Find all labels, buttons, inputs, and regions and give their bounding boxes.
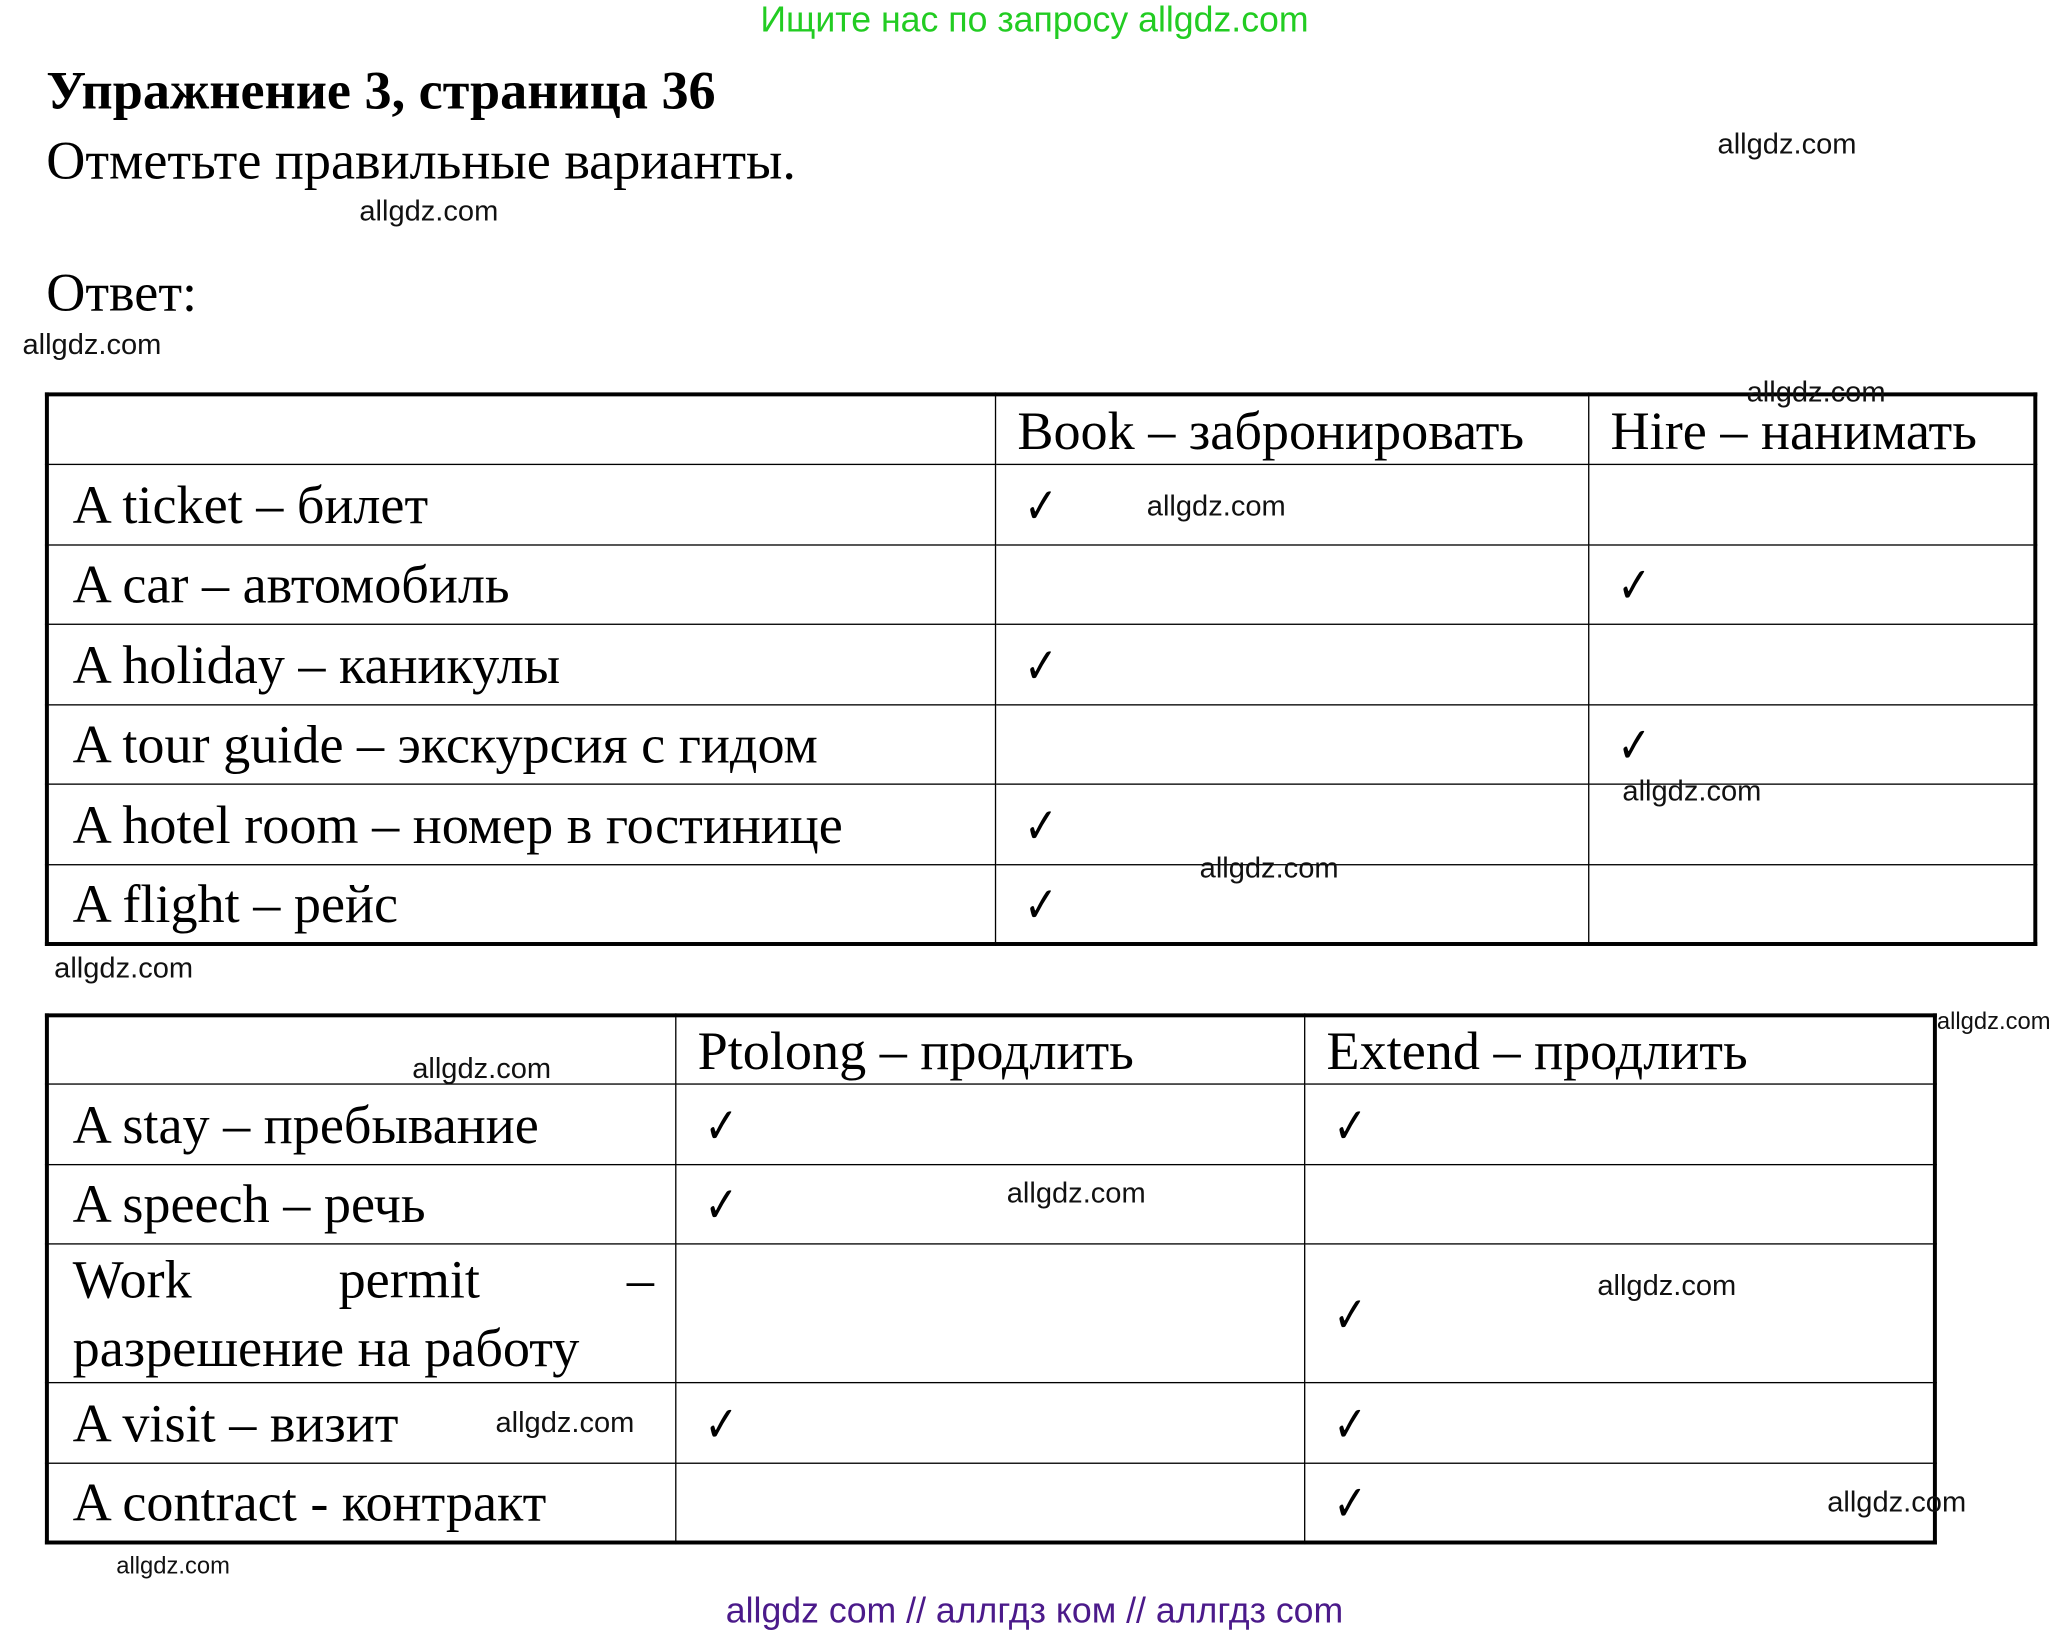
check-cell-book <box>996 624 1589 704</box>
table-row <box>47 1383 1935 1463</box>
table-row <box>47 1164 1935 1244</box>
row-label: A stay – пребывание <box>47 1084 676 1164</box>
column-header: Ptolong – продлить <box>676 1015 1305 1084</box>
row-label: A ticket – билет <box>47 464 996 544</box>
column-header: Extend – продлить <box>1305 1015 1935 1084</box>
watermark: allgdz.com <box>412 1051 552 1085</box>
checkmark-icon: ✓ <box>704 1176 739 1235</box>
row-label: A visit – визит <box>47 1383 676 1463</box>
checkmark-icon: ✓ <box>1024 796 1058 855</box>
table-header-row <box>47 394 2035 464</box>
answer-table-book-hire <box>45 392 2037 946</box>
row-label: A tour guide – экскурсия с гидом <box>47 704 996 784</box>
checkmark-icon: ✓ <box>1024 875 1058 934</box>
watermark: allgdz.com <box>22 327 162 361</box>
check-cell-hire <box>1589 704 2036 784</box>
answer-label: Ответ: <box>46 261 198 323</box>
row-label: A holiday – каникулы <box>47 624 996 704</box>
row-label: Work permit – разрешение на работу <box>47 1244 676 1383</box>
watermark: allgdz.com <box>1827 1485 1967 1519</box>
checkmark-icon: ✓ <box>1333 1096 1367 1155</box>
checkmark-icon: ✓ <box>1024 636 1058 695</box>
column-header: Book – забронировать <box>996 394 1589 464</box>
checkmark-icon: ✓ <box>1617 556 1652 615</box>
watermark: allgdz.com <box>1746 375 1886 409</box>
checkmark-icon: ✓ <box>1024 476 1058 535</box>
watermark: allgdz.com <box>1622 774 1762 808</box>
row-label: A flight – рейс <box>47 864 996 944</box>
checkmark-icon: ✓ <box>704 1096 739 1155</box>
check-cell-book <box>996 464 1589 544</box>
checkmark-icon: ✓ <box>1333 1394 1367 1453</box>
table-row <box>47 1463 1935 1543</box>
watermark: allgdz.com <box>1199 850 1339 884</box>
column-header <box>47 394 996 464</box>
check-cell-hire <box>1589 544 2036 624</box>
check-cell-hire <box>1589 864 2036 944</box>
check-cell-prolong <box>676 1383 1305 1463</box>
watermark: allgdz.com <box>1146 488 1286 522</box>
check-cell-prolong <box>676 1084 1305 1164</box>
check-cell-book <box>996 544 1589 624</box>
watermark: allgdz.com <box>1936 1008 2051 1035</box>
watermark: allgdz.com <box>54 951 194 985</box>
check-cell-book <box>996 704 1589 784</box>
table-row <box>47 1084 1935 1164</box>
checkmark-icon: ✓ <box>1333 1285 1367 1344</box>
watermark: allgdz.com <box>359 194 499 228</box>
row-label: A car – автомобиль <box>47 544 996 624</box>
row-label: A speech – речь <box>47 1164 676 1244</box>
watermark: allgdz.com <box>495 1405 635 1439</box>
checkmark-icon: ✓ <box>1617 716 1652 775</box>
check-cell-extend <box>1305 1164 1935 1244</box>
check-cell-prolong <box>676 1244 1305 1383</box>
table-row <box>47 864 2035 944</box>
check-cell-hire <box>1589 464 2036 544</box>
top-banner: Ищите нас по запросу allgdz.com <box>760 0 1309 40</box>
footer-links: allgdz com // аллгдз ком // аллгдз com <box>725 1590 1344 1631</box>
check-cell-extend <box>1305 1383 1935 1463</box>
table-row <box>47 1244 1935 1383</box>
table-row <box>47 624 2035 704</box>
watermark: allgdz.com <box>1597 1268 1737 1302</box>
check-cell-prolong <box>676 1164 1305 1244</box>
page-title: Упражнение 3, страница 36 <box>46 59 716 121</box>
task-text: Отметьте правильные варианты. <box>46 129 796 191</box>
table-row <box>47 464 2035 544</box>
table-row <box>47 704 2035 784</box>
check-cell-extend <box>1305 1244 1935 1383</box>
row-label: A hotel room – номер в гостинице <box>47 784 996 864</box>
column-header: Hire – нанимать <box>1589 394 2036 464</box>
check-cell-extend <box>1305 1084 1935 1164</box>
column-header <box>47 1015 676 1084</box>
row-label: A contract - контракт <box>47 1463 676 1543</box>
table-row <box>47 544 2035 624</box>
table-header-row <box>47 1015 1935 1084</box>
check-cell-prolong <box>676 1463 1305 1543</box>
watermark: allgdz.com <box>1717 126 1857 160</box>
watermark: allgdz.com <box>116 1552 230 1579</box>
checkmark-icon: ✓ <box>1333 1474 1367 1533</box>
checkmark-icon: ✓ <box>704 1394 739 1453</box>
watermark: allgdz.com <box>1006 1175 1146 1209</box>
check-cell-hire <box>1589 624 2036 704</box>
